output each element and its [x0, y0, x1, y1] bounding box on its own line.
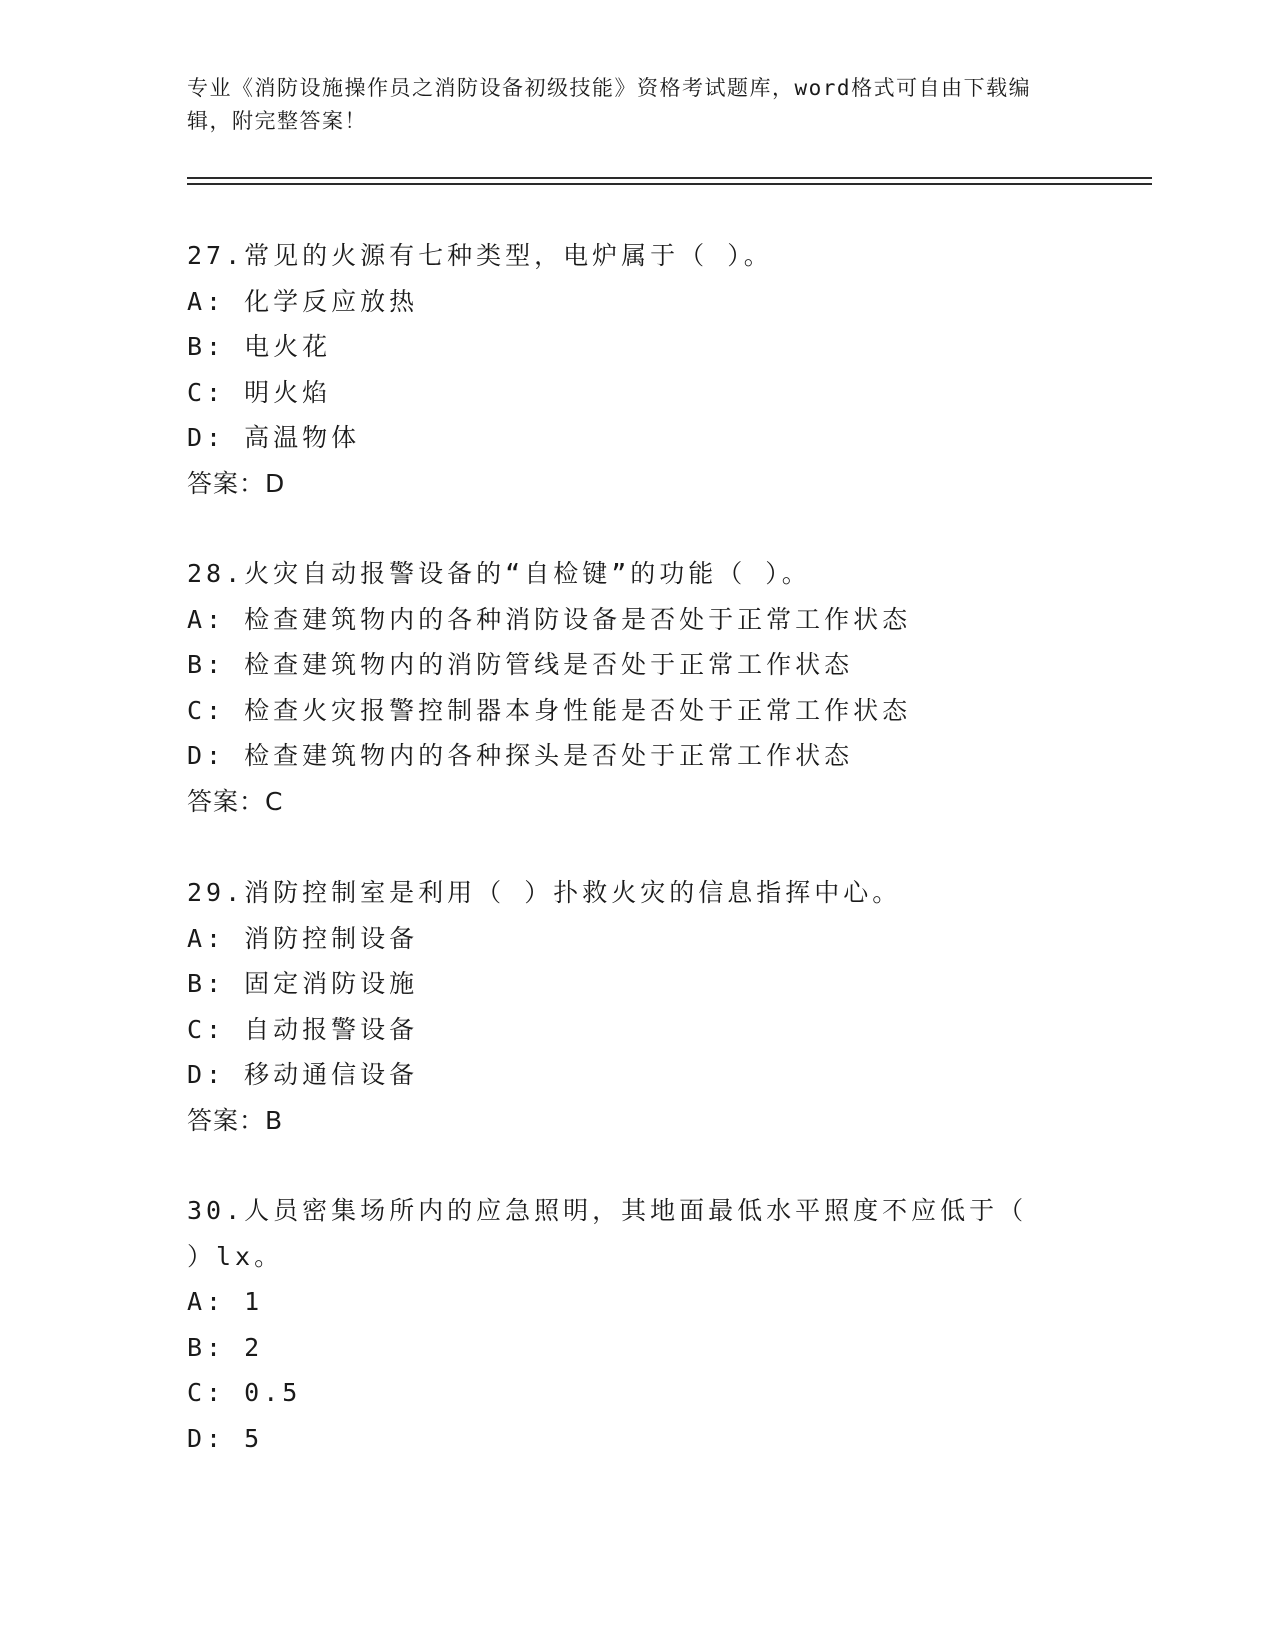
option-a: A: 检查建筑物内的各种消防设备是否处于正常工作状态: [187, 604, 912, 634]
question-30: [187, 1188, 1067, 1461]
option-d: D: 5: [187, 1423, 264, 1453]
question-stem: 30.人员密集场所内的应急照明，其地面最低水平照度不应低于（ ）lx。: [187, 1196, 1028, 1271]
option-b: B: 固定消防设施: [187, 969, 419, 998]
question-27: [187, 233, 1067, 506]
option-d: D: 高温物体: [187, 423, 361, 452]
option-c: C: 检查火灾报警控制器本身性能是否处于正常工作状态: [187, 695, 912, 725]
option-a: A: 消防控制设备: [187, 923, 419, 953]
option-b: B: 检查建筑物内的消防管线是否处于正常工作状态: [187, 650, 854, 679]
option-a: A: 化学反应放热: [187, 286, 419, 316]
question-28: [187, 551, 1067, 824]
option-c: C: 明火焰: [187, 377, 332, 407]
answer-line: 答案：B: [187, 1105, 284, 1135]
question-stem: 27.常见的火源有七种类型，电炉属于（ ）。: [187, 241, 773, 270]
document-intro: 专业《消防设施操作员之消防设备初级技能》资格考试题库，word格式可自由下载编辑，附完整答案！: [187, 76, 1032, 133]
option-d: D: 移动通信设备: [187, 1060, 419, 1089]
answer-line: 答案：D: [187, 468, 286, 498]
question-stem: 28.火灾自动报警设备的“自检键”的功能（ ）。: [187, 559, 811, 588]
option-b: B: 2: [187, 1332, 264, 1362]
option-b: B: 电火花: [187, 332, 332, 361]
header-rule-top: [187, 177, 1152, 179]
question-stem: 29.消防控制室是利用（ ）扑救火灾的信息指挥中心。: [187, 878, 902, 907]
answer-line: 答案：C: [187, 786, 284, 816]
option-d: D: 检查建筑物内的各种探头是否处于正常工作状态: [187, 741, 854, 770]
question-29: [187, 870, 1067, 1143]
header-rule-bottom: [187, 183, 1152, 185]
option-c: C: 自动报警设备: [187, 1014, 419, 1044]
option-a: A: 1: [187, 1287, 264, 1316]
option-c: C: 0.5: [187, 1378, 302, 1407]
